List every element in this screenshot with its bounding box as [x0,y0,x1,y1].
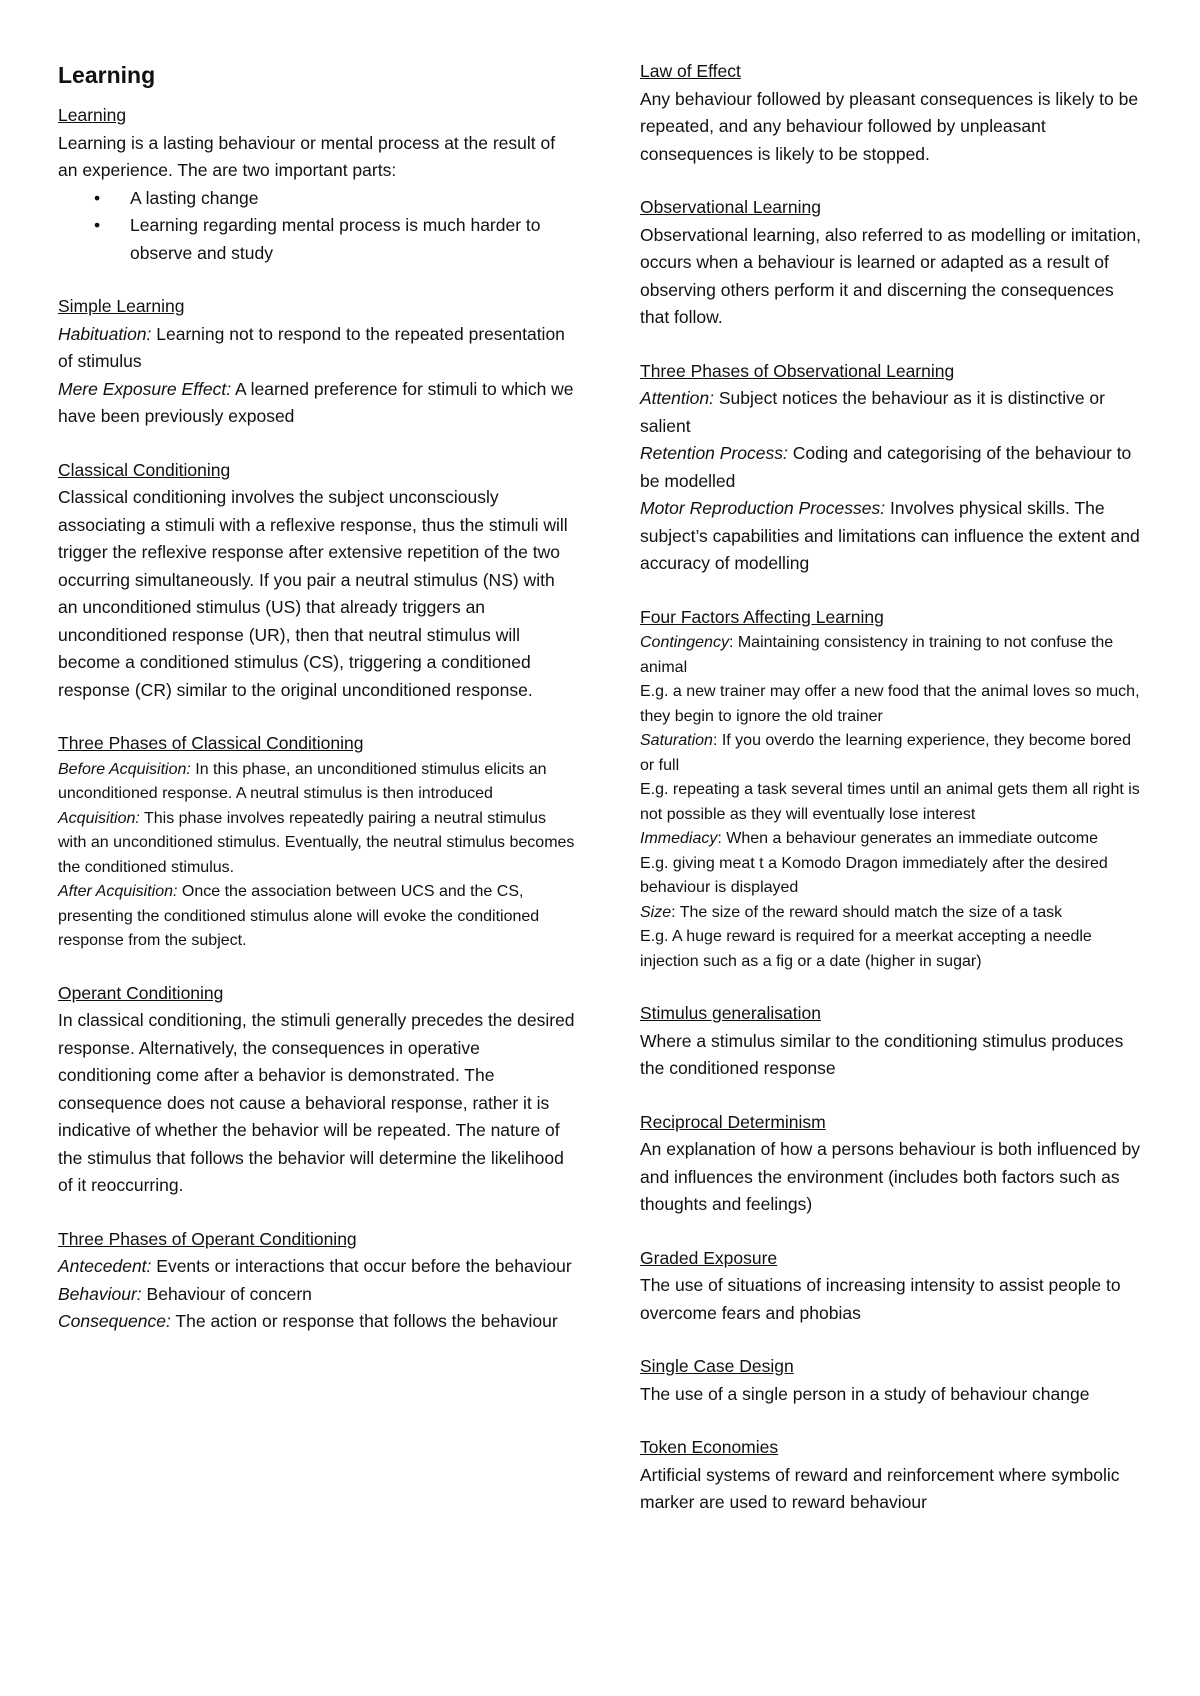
section-four-factors [640,604,1145,975]
section-heading: Operant Conditioning [58,982,224,1003]
factor-text: : Maintaining consistency in training to not confuse the animal [640,634,1114,676]
factor-text: E.g. repeating a task several times until an animal gets them all right is not possible as they will eventually lose interest [640,781,1140,823]
factor-term: Size [640,903,672,921]
factor-text: : The size of the reward should match the size of a task [671,903,1063,921]
factor-line [640,901,1145,926]
factor-example [640,925,1145,974]
section-text: Classical conditioning involves the subject unconsciously associating a stimuli with a reflexive response, thus the stimuli will trigger the reflexive response after extensive repetition of the two occurring simultaneously. If you pair a neutral stimulus (NS) with an unconditioned stimulus (US) that already triggers an unconditioned response (UR), then that neutral stimulus will become a conditioned stimulus (CS), triggering a conditioned response (CR) similar to the original unconditioned response. [58,487,568,700]
definition-term: Antecedent: [58,1256,152,1276]
section-text: Learning is a lasting behaviour or mental process at the result of an experience. The are two important parts: [58,132,556,180]
definition-term: After Acquisition: [58,883,178,900]
definition-item [58,321,578,376]
section-learning [58,102,578,267]
factor-line [640,827,1145,852]
factor-text: E.g. a new trainer may offer a new food that the animal loves so much, they begin to ignore the old trainer [640,683,1140,725]
factor-text: E.g. A huge reward is required for a meerkat accepting a needle injection such as a fig or a date (higher in sugar) [640,928,1092,970]
section-heading: Classical Conditioning [58,459,231,480]
right-column [640,58,1145,1543]
section-text: Artificial systems of reward and reinforcement where symbolic marker are used to reward behaviour [640,1464,1120,1512]
definition-text: Events or interactions that occur before the behaviour [151,1256,572,1276]
bullet-item: • Learning regarding mental process is much harder to observe and study [130,212,578,267]
definition-item [640,440,1145,495]
definition-text: This phase involves repeatedly pairing a neutral stimulus with an unconditioned stimulus. Eventually, the neutral stimulus becomes the conditioned stimulus. [58,809,575,876]
factor-example [640,680,1145,729]
section-heading: Single Case Design [640,1356,794,1376]
section-text: Observational learning, also referred to as modelling or imitation, occurs when a behaviour is learned or adapted as a result of observing others perform it and discerning the consequences that follow. [640,224,1141,327]
definition-text: Subject notices the behaviour as it is distinctive or salient [640,388,1105,436]
section-text: Where a stimulus similar to the conditioning stimulus produces the conditioned response [640,1030,1124,1078]
definition-term: Consequence: [58,1311,171,1331]
section-graded-exposure [640,1245,1145,1328]
definition-text: Coding and categorising of the behaviour to be modelled [640,443,1132,491]
factor-text: : When a behaviour generates an immediate outcome [717,830,1099,847]
bullet-list [58,185,578,268]
section-stimulus-generalisation [640,1000,1145,1083]
section-observational-learning [640,194,1145,332]
section-single-case-design [640,1353,1145,1408]
definition-text: A learned preference for stimuli to which we have been previously exposed [58,378,574,426]
definition-item [58,1253,578,1281]
definition-text: In this phase, an unconditioned stimulus elicits an unconditioned response. A neutral stimulus is then introduced [58,760,547,802]
definition-term: Attention: [640,388,714,408]
factor-text: E.g. giving meat t a Komodo Dragon immediately after the desired behaviour is displayed [640,854,1108,896]
definition-term: Behaviour: [58,1283,142,1304]
section-text: The use of a single person in a study of behaviour change [640,1383,1090,1404]
definition-text: The action or response that follows the behaviour [170,1311,558,1331]
left-column [58,58,578,1362]
section-heading: Three Phases of Classical Conditioning [58,733,364,753]
section-classical-conditioning [58,457,578,705]
section-heading: Law of Effect [640,61,741,81]
section-three-phases-classical [58,730,578,954]
definition-term: Mere Exposure Effect: [58,378,232,399]
definition-item [58,807,578,881]
definition-term: Before Acquisition: [58,760,191,778]
section-heading: Learning [58,105,127,125]
section-reciprocal-determinism [640,1109,1145,1219]
factor-line [640,631,1145,680]
factor-term: Immediacy [640,830,718,847]
section-heading: Observational Learning [640,197,821,217]
factor-example [640,778,1145,827]
factor-example [640,852,1145,901]
section-heading: Three Phases of Operant Conditioning [58,1228,357,1249]
definition-text: Involves physical skills. The subject’s capabilities and limitations can influence the extent and accuracy of modelling [640,498,1140,573]
definition-item [58,880,578,954]
section-text: The use of situations of increasing intensity to assist people to overcome fears and phobias [640,1275,1121,1323]
section-heading: Three Phases of Observational Learning [640,360,955,381]
definition-text: Learning not to respond to the repeated presentation of stimulus [58,323,565,371]
definition-item [58,376,578,431]
definition-term: Acquisition: [58,809,140,827]
section-heading: Reciprocal Determinism [640,1111,826,1132]
factor-term: Saturation [640,732,713,749]
section-heading: Token Economies [640,1437,779,1457]
factor-term: Contingency [640,634,729,651]
factor-line [640,729,1145,778]
section-heading: Graded Exposure [640,1247,778,1268]
section-heading: Four Factors Affecting Learning [640,606,884,627]
section-text: An explanation of how a persons behaviour is both influenced by and influences the environment (includes both factors such as thoughts and feelings) [640,1139,1141,1214]
section-heading: Stimulus generalisation [640,1003,821,1023]
section-three-phases-observational [640,358,1145,578]
section-text: Any behaviour followed by pleasant consequences is likely to be repeated, and any behaviour followed by unpleasant consequences is likely to be stopped. [640,88,1139,164]
definition-term: Retention Process: [640,443,788,463]
section-token-economies [640,1434,1145,1517]
section-operant-conditioning [58,980,578,1200]
definition-item [58,1281,578,1309]
section-simple-learning [58,293,578,431]
definition-text: Behaviour of concern [141,1283,312,1304]
bullet-item: • A lasting change [130,185,578,213]
definition-item [640,495,1145,578]
section-three-phases-operant [58,1226,578,1336]
definition-item [58,1308,578,1336]
definition-term: Habituation: [58,323,152,344]
definition-term: Motor Reproduction Processes: [640,498,886,518]
definition-item [58,758,578,807]
factor-text: : If you overdo the learning experience, they become bored or full [640,732,1131,774]
definition-text: Once the association between UCS and the CS, presenting the conditioned stimulus alone will evoke the conditioned response from the subject. [58,883,540,949]
document-title: Learning [58,62,156,88]
definition-item [640,385,1145,440]
section-law-of-effect [640,58,1145,168]
section-heading: Simple Learning [58,296,185,316]
section-text: In classical conditioning, the stimuli generally precedes the desired response. Alternatively, the consequences in operative conditioning come after a behavior is demonstrated. The consequence does not cause a behavioral response, rather it is indicative of whether the behavior will be repeated. The nature of the stimulus that follows the behavior will determine the likelihood of it reoccurring. [58,1010,575,1195]
